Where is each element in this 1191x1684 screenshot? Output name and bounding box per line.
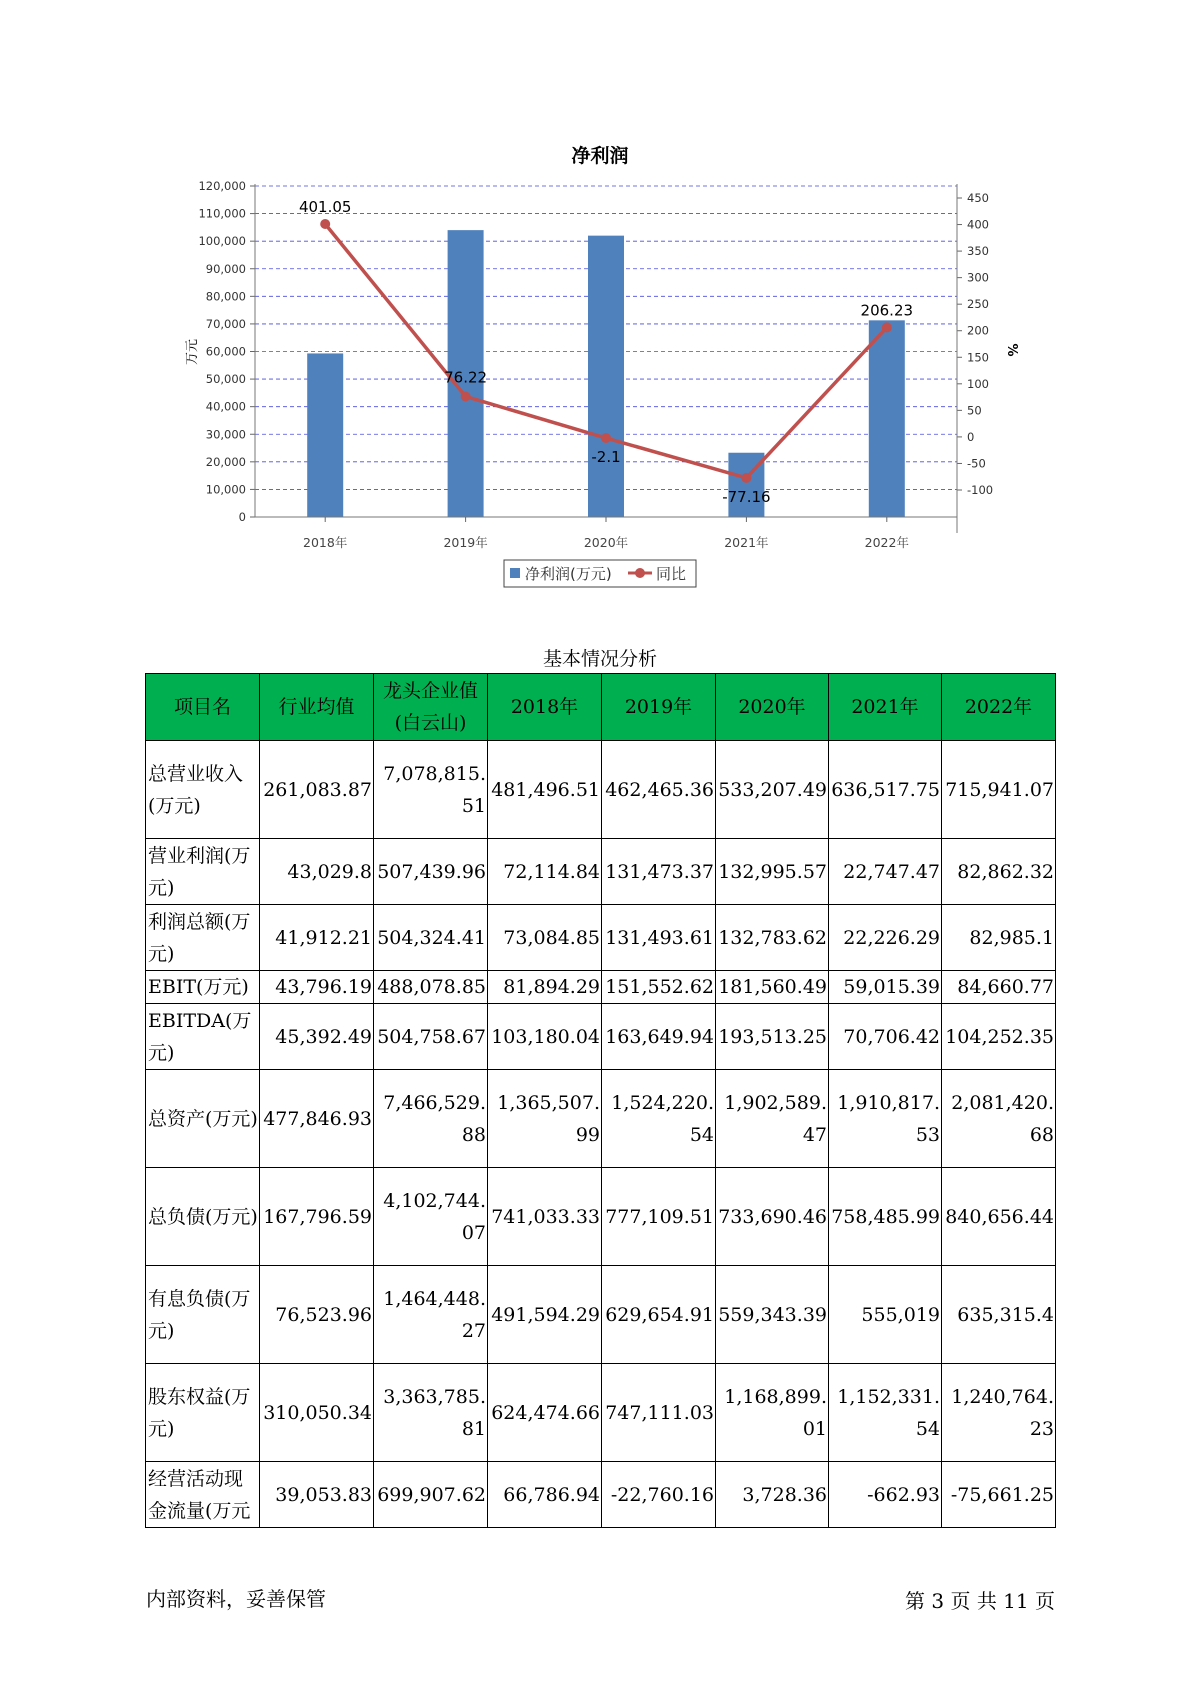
- y2-tick-label: -100: [967, 483, 994, 497]
- value-cell: 261,083.87: [260, 741, 374, 839]
- table-header-row: [146, 674, 1056, 741]
- y-tick-label: 110,000: [198, 206, 246, 221]
- row-label-cell: 总营业收入(万元): [146, 741, 260, 839]
- value-cell: 462,465.36: [602, 741, 716, 839]
- value-cell: 747,111.03: [602, 1364, 716, 1462]
- line-point: [461, 391, 471, 401]
- value-cell: 181,560.49: [716, 971, 829, 1004]
- header-leader-value: [374, 674, 488, 741]
- value-cell: 132,783.62: [716, 905, 829, 971]
- legend-bar-swatch: [510, 568, 520, 578]
- footer-confidential-note: 内部资料，妥善保管: [146, 1587, 326, 1611]
- value-cell: 82,862.32: [942, 839, 1056, 905]
- y2-tick-label: 200: [967, 323, 989, 338]
- y2-tick-label: 300: [967, 270, 989, 285]
- y-axis-label: 万元: [185, 338, 200, 366]
- value-cell: -22,760.16: [602, 1462, 716, 1528]
- value-cell: 81,894.29: [488, 971, 602, 1004]
- value-cell: -75,661.25: [942, 1462, 1056, 1528]
- value-cell: 533,207.49: [716, 741, 829, 839]
- header-2021: 2021年: [829, 674, 942, 741]
- value-cell: 481,496.51: [488, 741, 602, 839]
- table-caption: 基本情况分析: [542, 648, 657, 670]
- data-label: -2.1: [591, 448, 621, 467]
- bar: [307, 353, 343, 517]
- legend-line-label: 同比: [656, 565, 687, 583]
- y-tick-label: 30,000: [205, 427, 246, 442]
- table-row: [146, 1364, 1056, 1462]
- bar: [588, 236, 624, 517]
- value-cell: 45,392.49: [260, 1004, 374, 1070]
- y-tick-label: 40,000: [205, 399, 246, 414]
- value-cell: 504,324.41: [374, 905, 488, 971]
- header-2018: 2018年: [488, 674, 602, 741]
- value-cell: 1,240,764.23: [942, 1364, 1056, 1462]
- value-cell: 163,649.94: [602, 1004, 716, 1070]
- header-leader-value-line1: 龙头企业值: [382, 680, 478, 702]
- value-cell: 699,907.62: [374, 1462, 488, 1528]
- row-label-cell: 总负债(万元): [146, 1168, 260, 1266]
- value-cell: 76,523.96: [260, 1266, 374, 1364]
- row-label-cell: 总资产(万元): [146, 1070, 260, 1168]
- value-cell: 7,078,815.51: [374, 741, 488, 839]
- value-cell: 151,552.62: [602, 971, 716, 1004]
- y-tick-label: 100,000: [198, 234, 246, 249]
- table-row: [146, 839, 1056, 905]
- value-cell: 758,485.99: [829, 1168, 942, 1266]
- value-cell: 559,343.39: [716, 1266, 829, 1364]
- row-label-cell: EBIT(万元): [146, 971, 260, 1004]
- x-tick-label: 2020年: [583, 535, 629, 550]
- row-label-cell: 营业利润(万元): [146, 839, 260, 905]
- table-row: [146, 1004, 1056, 1070]
- value-cell: 477,846.93: [260, 1070, 374, 1168]
- value-cell: 131,493.61: [602, 905, 716, 971]
- y2-tick-label: -50: [967, 456, 986, 471]
- table-row: [146, 1168, 1056, 1266]
- header-item-name: 项目名: [146, 674, 260, 741]
- value-cell: 73,084.85: [488, 905, 602, 971]
- value-cell: 104,252.35: [942, 1004, 1056, 1070]
- legend-line-marker: [635, 568, 645, 578]
- footer-page-number: 第 3 页 共 11 页: [905, 1589, 1055, 1613]
- value-cell: 1,152,331.54: [829, 1364, 942, 1462]
- value-cell: 1,910,817.53: [829, 1070, 942, 1168]
- value-cell: 2,081,420.68: [942, 1070, 1056, 1168]
- value-cell: 82,985.1: [942, 905, 1056, 971]
- line-point: [882, 322, 892, 332]
- table-row: [146, 1266, 1056, 1364]
- y-tick-label: 20,000: [205, 454, 246, 469]
- table-row: [146, 971, 1056, 1004]
- y-tick-label: 0: [238, 510, 246, 524]
- net-profit-chart: [0, 0, 1191, 620]
- value-cell: 3,728.36: [716, 1462, 829, 1528]
- y2-tick-label: 350: [967, 244, 989, 259]
- value-cell: -662.93: [829, 1462, 942, 1528]
- value-cell: 4,102,744.07: [374, 1168, 488, 1266]
- y2-tick-label: 0: [967, 429, 975, 444]
- value-cell: 72,114.84: [488, 839, 602, 905]
- y-tick-label: 120,000: [198, 179, 246, 193]
- bar: [869, 320, 905, 517]
- value-cell: 491,594.29: [488, 1266, 602, 1364]
- y-tick-label: 80,000: [205, 289, 246, 304]
- value-cell: 629,654.91: [602, 1266, 716, 1364]
- y2-tick-label: 50: [967, 403, 982, 418]
- value-cell: 310,050.34: [260, 1364, 374, 1462]
- value-cell: 507,439.96: [374, 839, 488, 905]
- value-cell: 167,796.59: [260, 1168, 374, 1266]
- value-cell: 741,033.33: [488, 1168, 602, 1266]
- data-label: 401.05: [298, 197, 352, 216]
- value-cell: 43,029.8: [260, 839, 374, 905]
- value-cell: 624,474.66: [488, 1364, 602, 1462]
- y2-tick-label: 250: [967, 297, 989, 312]
- y-tick-label: 60,000: [205, 344, 246, 359]
- value-cell: 3,363,785.81: [374, 1364, 488, 1462]
- x-tick-label: 2021年: [724, 535, 769, 550]
- header-2020: 2020年: [716, 674, 829, 741]
- value-cell: 22,747.47: [829, 839, 942, 905]
- y2-tick-label: 400: [967, 217, 989, 232]
- data-label: 206.23: [860, 301, 914, 320]
- value-cell: 1,168,899.01: [716, 1364, 829, 1462]
- row-label-cell: 经营活动现金流量(万元: [146, 1462, 260, 1528]
- x-tick-label: 2019年: [443, 535, 488, 550]
- table-row: [146, 741, 1056, 839]
- value-cell: 132,995.57: [716, 839, 829, 905]
- value-cell: 66,786.94: [488, 1462, 602, 1528]
- y-tick-label: 70,000: [205, 316, 246, 331]
- row-label-cell: 利润总额(万元): [146, 905, 260, 971]
- value-cell: 7,466,529.88: [374, 1070, 488, 1168]
- table-row: [146, 1462, 1056, 1528]
- value-cell: 84,660.77: [942, 971, 1056, 1004]
- value-cell: 39,053.83: [260, 1462, 374, 1528]
- value-cell: 41,912.21: [260, 905, 374, 971]
- row-label-cell: EBITDA(万元): [146, 1004, 260, 1070]
- value-cell: 504,758.67: [374, 1004, 488, 1070]
- value-cell: 635,315.4: [942, 1266, 1056, 1364]
- value-cell: 840,656.44: [942, 1168, 1056, 1266]
- value-cell: 131,473.37: [602, 839, 716, 905]
- value-cell: 103,180.04: [488, 1004, 602, 1070]
- value-cell: 777,109.51: [602, 1168, 716, 1266]
- legend: [504, 560, 696, 587]
- value-cell: 22,226.29: [829, 905, 942, 971]
- value-cell: 488,078.85: [374, 971, 488, 1004]
- data-label: -77.16: [722, 487, 771, 506]
- data-label: 76.22: [444, 368, 488, 387]
- row-label-cell: 有息负债(万元): [146, 1266, 260, 1364]
- y-tick-label: 10,000: [205, 482, 246, 497]
- value-cell: 1,902,589.47: [716, 1070, 829, 1168]
- value-cell: 733,690.46: [716, 1168, 829, 1266]
- y2-axis-label: %: [1004, 343, 1019, 357]
- value-cell: 636,517.75: [829, 741, 942, 839]
- y2-tick-label: 100: [967, 376, 989, 391]
- line-point: [601, 433, 611, 443]
- row-label-cell: 股东权益(万元): [146, 1364, 260, 1462]
- value-cell: 70,706.42: [829, 1004, 942, 1070]
- value-cell: 59,015.39: [829, 971, 942, 1004]
- y2-tick-label: 150: [967, 350, 989, 365]
- value-cell: 715,941.07: [942, 741, 1056, 839]
- y-tick-label: 50,000: [205, 372, 246, 387]
- basic-analysis-table: [145, 673, 1056, 1528]
- bar-series: [307, 230, 905, 517]
- value-cell: 1,365,507.99: [488, 1070, 602, 1168]
- header-leader-value-line2: (白云山): [394, 712, 467, 734]
- legend-bar-label: 净利润(万元): [525, 565, 612, 583]
- x-tick-label: 2018年: [303, 535, 348, 550]
- y2-tick-label: 450: [967, 191, 989, 205]
- header-2022: 2022年: [942, 674, 1056, 741]
- value-cell: 43,796.19: [260, 971, 374, 1004]
- line-point: [741, 473, 751, 483]
- header-2019: 2019年: [602, 674, 716, 741]
- x-tick-label: 2022年: [864, 535, 909, 550]
- value-cell: 555,019: [829, 1266, 942, 1364]
- table-row: [146, 1070, 1056, 1168]
- header-industry-avg: 行业均值: [260, 674, 374, 741]
- value-cell: 1,524,220.54: [602, 1070, 716, 1168]
- y-tick-label: 90,000: [205, 261, 246, 276]
- chart-title: 净利润: [571, 145, 629, 167]
- value-cell: 1,464,448.27: [374, 1266, 488, 1364]
- value-cell: 193,513.25: [716, 1004, 829, 1070]
- line-point: [320, 219, 330, 229]
- table-row: [146, 905, 1056, 971]
